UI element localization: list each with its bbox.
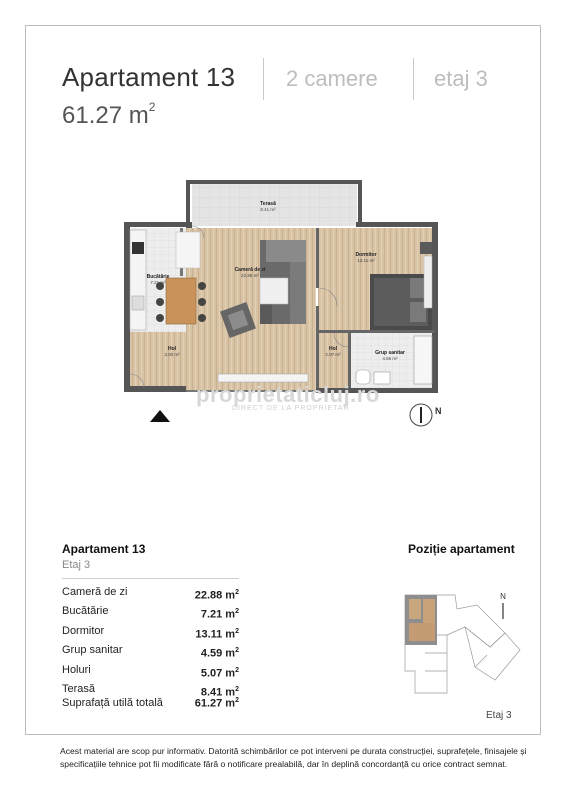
position-floor: Etaj 3 (486, 710, 512, 721)
position-north-label: N (500, 592, 506, 601)
entrance-arrow-icon (150, 410, 170, 422)
area-row: Cameră de zi 22.88 $m^2$ (62, 586, 239, 602)
total-label: Suprafață utilă totală (62, 697, 163, 709)
watermark-subtitle: DIRECT DE LA PROPRIETAR (232, 405, 350, 412)
position-map (395, 575, 525, 705)
divider (413, 58, 414, 100)
area-row: Holuri 5.07 $m^2$ (62, 663, 239, 680)
total-value: 61.27 $m^2$ (194, 697, 239, 710)
label-grup-area: 4.59 m² (382, 356, 398, 361)
summary-divider (62, 578, 239, 579)
label-dormitor: Dormitor (355, 252, 377, 258)
summary-floor: Etaj 3 (62, 559, 91, 571)
area-row: Bucătărie 7.21 $m^2$ (62, 605, 239, 622)
area-row: Grup sanitar 4.59 $m^2$ (62, 644, 239, 661)
label-hol1: Hol (167, 346, 177, 352)
label-terasa-area: 8.41 m² (260, 207, 276, 212)
label-hol2: Hol (328, 346, 338, 352)
total-area-row (62, 697, 239, 710)
area-row: Terasă 8.41 $m^2$ (62, 683, 239, 699)
apartment-area: 61.27 $m^2$ (62, 100, 156, 129)
label-camera-area: 22.88 m² (241, 273, 259, 278)
divider (263, 58, 264, 100)
watermark: proprietaticluj.ro (196, 382, 380, 407)
compass-icon (408, 402, 434, 428)
area-row: Dormitor 13.11 $m^2$ (62, 624, 239, 641)
position-north-icon (500, 592, 506, 619)
disclaimer-text: Acest material are scop pur informativ. Datorită schimbărilor ce pot interveni pe durata construcției, suprafețele, finisajele și specificațiile tehnice pot fii modificate fără o notificare prealabilă, dar în deplină concordanță cu orice contract semnat. (60, 746, 527, 769)
rooms-count: 2 camere (286, 66, 378, 91)
position-title: Poziție apartament (408, 542, 515, 556)
floor-label: etaj 3 (434, 66, 488, 91)
floor-plan (120, 178, 446, 404)
label-bucatarie: Bucătărie (146, 274, 170, 280)
area-table (62, 585, 239, 702)
label-dormitor-area: 13.11 m² (357, 258, 375, 263)
label-hol2-area: 2.07 m² (325, 352, 341, 357)
label-bucatarie-area: 7.21 m² (150, 280, 166, 285)
summary-title: Apartament 13 (62, 542, 146, 556)
north-label: N (435, 406, 442, 416)
label-hol1-area: 3.00 m² (164, 352, 180, 357)
label-grup: Grup sanitar (375, 350, 405, 356)
apartment-title: Apartament 13 (62, 62, 236, 92)
label-camera: Cameră de zi (234, 267, 266, 273)
label-terasa: Terasă (260, 201, 276, 207)
